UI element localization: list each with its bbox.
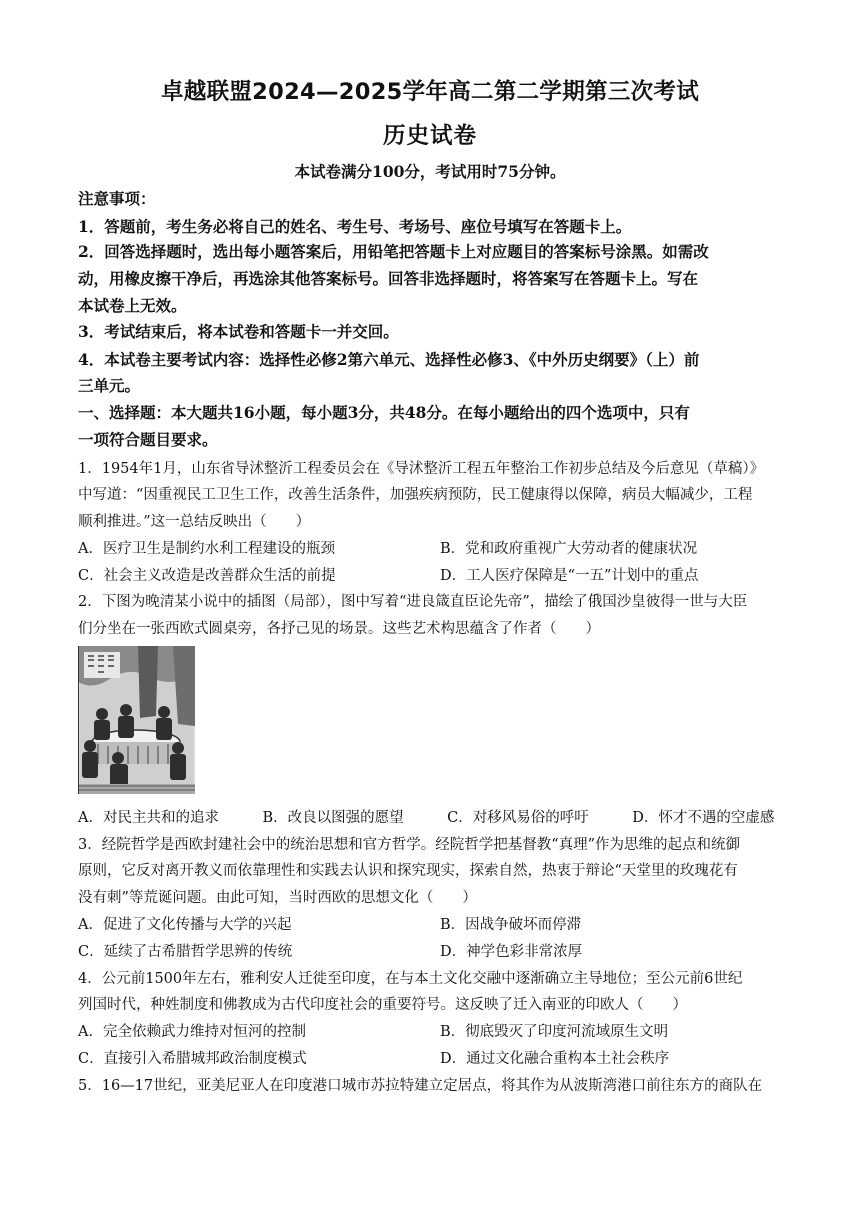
note-line: 动，用橡皮擦干净后，再选涂其他答案标号。回答非选择题时，将答案写在答题卡上。写在	[78, 269, 699, 288]
question-1-text: 中写道：“因重视民工卫生工作，改善生活条件，加强疾病预防，民工健康得以保障，病员大幅减少，工程	[78, 487, 753, 503]
note-line: 三单元。	[78, 376, 141, 395]
question-3-text: 3．经院哲学是西欧封建社会中的统治思想和官方哲学。经院哲学把基督教“真理”作为思维的起点和统御	[78, 837, 741, 853]
question-2-text: 2．下图为晚清某小说中的插图（局部），图中写着“进良箴直臣论先帝”，描绘了俄国沙皇彼得一世与大臣	[78, 594, 748, 610]
question-1-option-b: B．党和政府重视广大劳动者的健康状况	[440, 541, 698, 557]
note-line: 3．考试结束后，将本试卷和答题卡一并交回。	[78, 322, 399, 341]
question-5-text: 5．16—17世纪，亚美尼亚人在印度港口城市苏拉特建立定居点，将其作为从波斯湾港口前往东方的商队在	[78, 1078, 763, 1094]
question-4-option-c: C．直接引入希腊城邦政治制度模式	[78, 1051, 307, 1067]
question-1-option-a: A．医疗卫生是制约水利工程建设的瓶颈	[78, 541, 335, 557]
question-4-text: 列国时代，种姓制度和佛教成为古代印度社会的重要符号。这反映了迁入南亚的印欧人（ ）	[78, 997, 687, 1013]
note-line: 本试卷上无效。	[78, 296, 187, 315]
question-1-option-d: D．工人医疗保障是“一五”计划中的重点	[440, 568, 699, 584]
note-line: 4．本试卷主要考试内容：选择性必修2第六单元、选择性必修3、《中外历史纲要》（上）前	[78, 350, 700, 369]
question-4-option-b: B．彻底毁灭了印度河流域原生文明	[440, 1024, 669, 1040]
note-line: 1．答题前，考生务必将自己的姓名、考生号、考场号、座位号填写在答题卡上。	[78, 217, 632, 236]
novel-illustration	[78, 646, 195, 794]
question-4-option-d: D．通过文化融合重构本土社会秩序	[440, 1051, 670, 1067]
question-3-text: 原则，它反对离开教义而依靠理性和实践去认识和探究现实，探索自然，热衷于辩论“天堂里的玫瑰花有	[78, 863, 738, 879]
question-3-option-d: D．神学色彩非常浓厚	[440, 944, 583, 960]
question-3-option-a: A．促进了文化传播与大学的兴起	[78, 917, 292, 933]
question-1-option-c: C．社会主义改造是改善群众生活的前提	[78, 568, 336, 584]
section-heading: 一项符合题目要求。	[78, 430, 218, 449]
question-4-option-a: A．完全依赖武力维持对恒河的控制	[78, 1024, 306, 1040]
exam-title: 卓越联盟2024—2025学年高二第二学期第三次考试	[160, 79, 700, 105]
question-2-options: A．对民主共和的追求 B．改良以图强的愿望 C．对移风易俗的呼吁 D．怀才不遇的空虚感	[78, 810, 775, 826]
notes-heading: 注意事项：	[78, 189, 156, 208]
section-heading: 一、选择题：本大题共16小题，每小题3分，共48分。在每小题给出的四个选项中，只有	[78, 403, 690, 422]
question-3-option-b: B．因战争破坏而停滞	[440, 917, 582, 933]
note-line: 2．回答选择题时，选出每小题答案后，用铅笔把答题卡上对应题目的答案标号涂黑。如需改	[78, 242, 709, 261]
question-4-text: 4．公元前1500年左右，雅利安人迁徙至印度，在与本土文化交融中逐渐确立主导地位；至公元前6世纪	[78, 971, 743, 987]
question-1-text: 顺利推进。”这一总结反映出（ ）	[78, 514, 311, 530]
question-3-text: 没有刺”等荒诞问题。由此可知，当时西欧的思想文化（ ）	[78, 890, 477, 906]
question-2-text: 们分坐在一张西欧式圆桌旁，各抒己见的场景。这些艺术构思蕴含了作者（ ）	[78, 621, 600, 637]
question-1-text: 1．1954年1月，山东省导沭整沂工程委员会在《导沭整沂工程五年整治工作初步总结及今后意见（草稿）》	[78, 461, 765, 477]
question-3-option-c: C．延续了古希腊哲学思辨的传统	[78, 944, 293, 960]
exam-info: 本试卷满分100分，考试用时75分钟。	[294, 162, 566, 181]
subject-title: 历史试卷	[382, 123, 477, 149]
